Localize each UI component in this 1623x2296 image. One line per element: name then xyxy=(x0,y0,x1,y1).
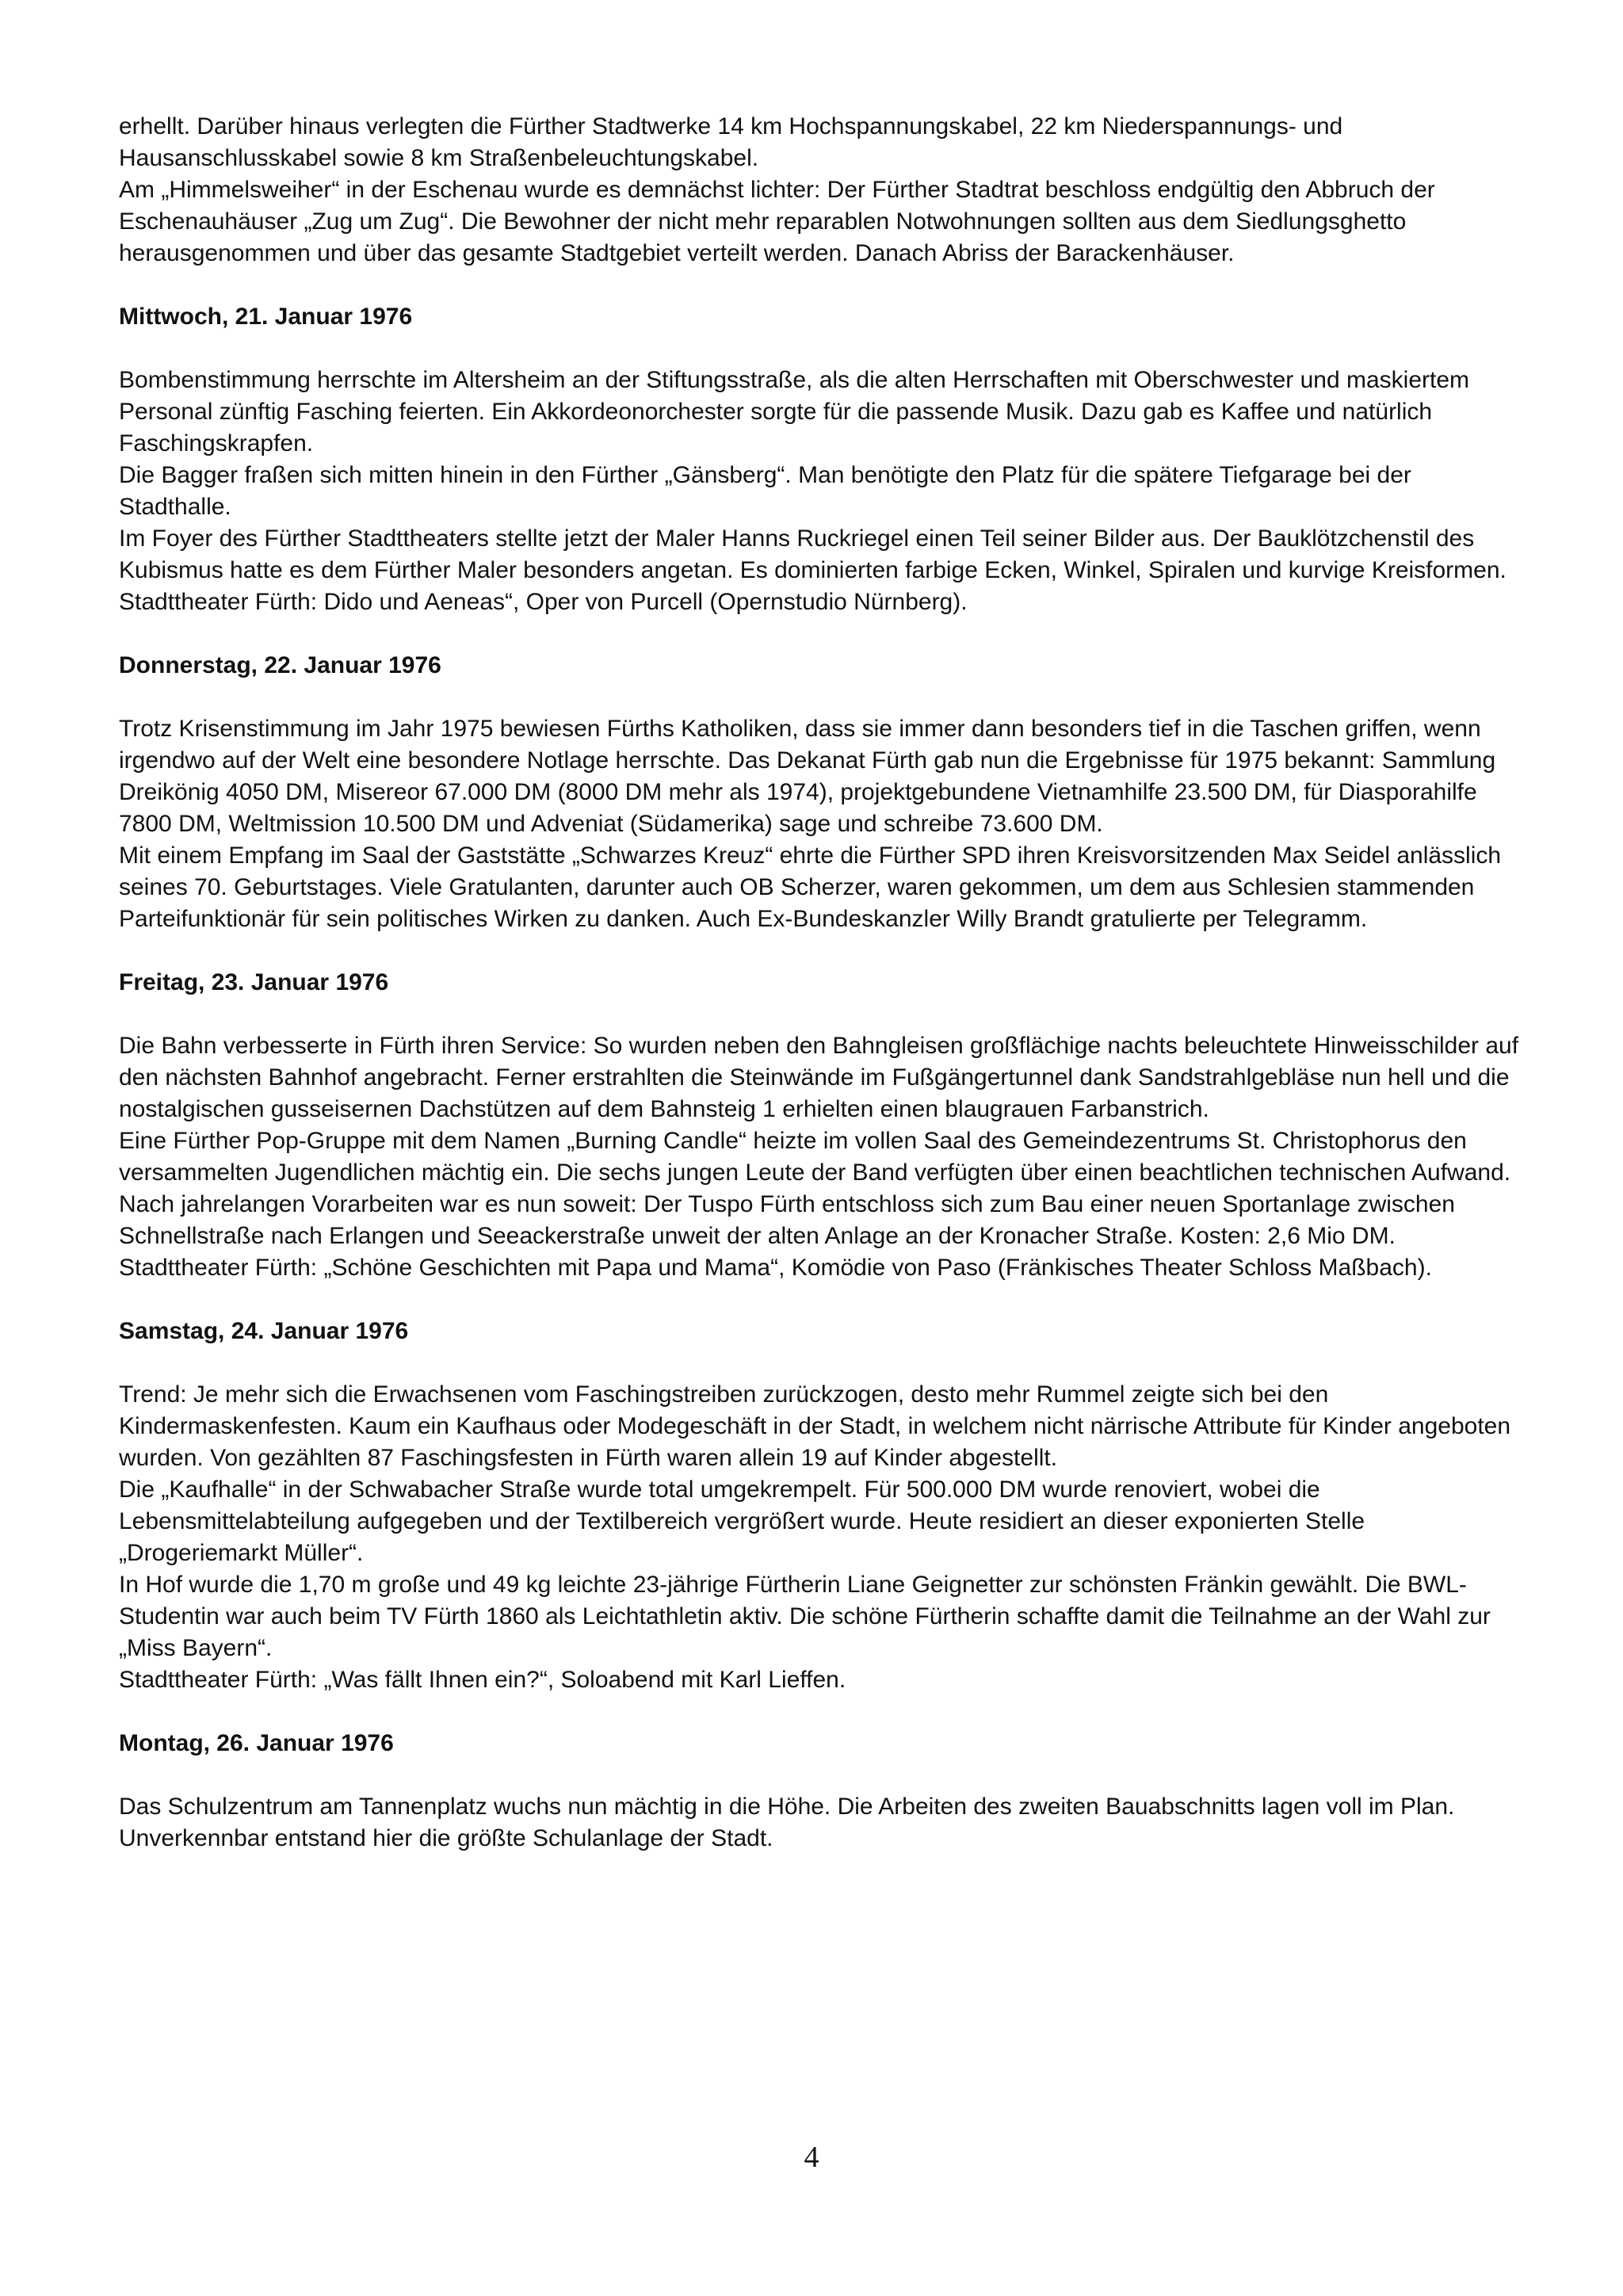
entry-paragraph: Trend: Je mehr sich die Erwachsenen vom Faschingstreiben zurückzogen, desto mehr Rummel zeigte sich bei den Kindermaskenfesten. Kaum ein Kaufhaus oder Modegeschäft in der Stadt, in welchem nicht närrische Attribute für Kinder angeboten wurden. Von gezählten 87 Faschingsfesten in Fürth waren allein 19 auf Kinder abgestellt. xyxy=(119,1381,1511,1471)
entry-paragraph: Im Foyer des Fürther Stadttheaters stellte jetzt der Maler Hanns Ruckriegel einen Teil seiner Bilder aus. Der Bauklötzchenstil des Kubismus hatte es dem Fürther Maler besonders angetan. Es dominierten farbige Ecken, Winkel, Spiralen und kurvige Kreisformen. xyxy=(119,525,1507,583)
page-number: 4 xyxy=(804,2141,819,2174)
entry-paragraph: In Hof wurde die 1,70 m große und 49 kg leichte 23-jährige Fürtherin Liane Geignetter zur schönsten Fränkin gewählt. Die BWL-Studentin war auch beim TV Fürth 1860 als Leichtathletin aktiv. Die schöne Fürtherin schaffte damit die Teilnahme an der Wahl zur „Miss Bayern“. xyxy=(119,1572,1491,1661)
entry-paragraph: Bombenstimmung herrschte im Altersheim an der Stiftungsstraße, als die alten Herrschaften mit Oberschwester und maskiertem Personal zünftig Fasching feierten. Ein Akkordeonorchester sorgte für die passende Musik. Dazu gab es Kaffee und natürlich Faschingskrapfen. xyxy=(119,367,1470,457)
section-heading: Mittwoch, 21. Januar 1976 xyxy=(119,304,413,330)
section-friday xyxy=(119,967,1522,1284)
entry-paragraph: Das Schulzentrum am Tannenplatz wuchs nun mächtig in die Höhe. Die Arbeiten des zweiten Bauabschnitts lagen voll im Plan. Unverkennbar entstand hier die größte Schulanlage der Stadt. xyxy=(119,1794,1455,1851)
entry-paragraph: Trotz Krisenstimmung im Jahr 1975 bewiesen Fürths Katholiken, dass sie immer dann besonders tief in die Taschen griffen, wenn irgendwo auf der Welt eine besondere Notlage herrschte. Das Dekanat Fürth gab nun die Ergebnisse für 1975 bekannt: Sammlung Dreikönig 4050 DM, Misereor 67.000 DM (8000 DM mehr als 1974), projektgebundene Vietnamhilfe 23.500 DM, für Diasporahilfe 7800 DM, Weltmission 10.500 DM und Adveniat (Südamerika) sage und schreibe 73.600 DM. xyxy=(119,716,1496,837)
section-heading: Samstag, 24. Januar 1976 xyxy=(119,1318,409,1344)
intro-paragraph: erhellt. Darüber hinaus verlegten die Fürther Stadtwerke 14 km Hochspannungskabel, 22 km Niederspannungs- und Hausanschlusskabel sowie 8 km Straßenbeleuchtungskabel. xyxy=(119,113,1343,171)
section-heading: Montag, 26. Januar 1976 xyxy=(119,1730,394,1756)
section-saturday xyxy=(119,1316,1522,1696)
entry-paragraph: Nach jahrelangen Vorarbeiten war es nun soweit: Der Tuspo Fürth entschloss sich zum Bau einer neuen Sportanlage zwischen Schnellstraße nach Erlangen und Seeackerstraße unweit der alten Anlage an der Kronacher Straße. Kosten: 2,6 Mio DM. xyxy=(119,1191,1455,1249)
document-body xyxy=(119,111,1522,1855)
section-heading: Freitag, 23. Januar 1976 xyxy=(119,969,389,995)
section-heading: Donnerstag, 22. Januar 1976 xyxy=(119,652,441,678)
entry-paragraph: Die Bagger fraßen sich mitten hinein in den Fürther „Gänsberg“. Man benötigte den Platz für die spätere Tiefgarage bei der Stadthalle. xyxy=(119,462,1411,520)
entry-paragraph: Mit einem Empfang im Saal der Gaststätte „Schwarzes Kreuz“ ehrte die Fürther SPD ihren Kreisvorsitzenden Max Seidel anlässlich seines 70. Geburtstages. Viele Gratulanten, darunter auch OB Scherzer, waren gekommen, um dem aus Schlesien stammenden Parteifunktionär für sein politisches Wirken zu danken. Auch Ex-Bundeskanzler Willy Brandt gratulierte per Telegramm. xyxy=(119,842,1502,932)
entry-paragraph: Die „Kaufhalle“ in der Schwabacher Straße wurde total umgekrempelt. Für 500.000 DM wurde renoviert, wobei die Lebensmittelabteilung aufgegeben und der Textilbereich vergrößert wurde. Heute residiert an dieser exponierten Stelle „Drogeriemarkt Müller“. xyxy=(119,1477,1365,1566)
section-monday xyxy=(119,1728,1522,1855)
entry-paragraph: Die Bahn verbesserte in Fürth ihren Service: So wurden neben den Bahngleisen großflächige nachts beleuchtete Hinweisschilder auf den nächsten Bahnhof angebracht. Ferner erstrahlten die Steinwände im Fußgängertunnel dank Sandstrahlgebläse nun hell und die nostalgischen gusseisernen Dachstützen auf dem Bahnsteig 1 erhielten einen blaugrauen Farbanstrich. xyxy=(119,1033,1519,1122)
entry-paragraph: Stadttheater Fürth: Dido und Aeneas“, Oper von Purcell (Opernstudio Nürnberg). xyxy=(119,589,968,615)
section-thursday xyxy=(119,650,1522,935)
entry-paragraph: Stadttheater Fürth: „Schöne Geschichten mit Papa und Mama“, Komödie von Paso (Fränkisches Theater Schloss Maßbach). xyxy=(119,1255,1432,1281)
section-wednesday xyxy=(119,301,1522,618)
entry-paragraph: Stadttheater Fürth: „Was fällt Ihnen ein?“, Soloabend mit Karl Lieffen. xyxy=(119,1667,846,1693)
entry-paragraph: Eine Fürther Pop-Gruppe mit dem Namen „Burning Candle“ heizte im vollen Saal des Gemeindezentrums St. Christophorus den versammelten Jugendlichen mächtig ein. Die sechs jungen Leute der Band verfügten über einen beachtlichen technischen Aufwand. xyxy=(119,1128,1511,1186)
intro-paragraph: Am „Himmelsweiher“ in der Eschenau wurde es demnächst lichter: Der Fürther Stadtrat beschloss endgültig den Abbruch der Eschenauhäuser „Zug um Zug“. Die Bewohner der nicht mehr reparablen Notwohnungen sollten aus dem Siedlungsghetto herausgenommen und über das gesamte Stadtgebiet verteilt werden. Danach Abriss der Barackenhäuser. xyxy=(119,177,1435,266)
